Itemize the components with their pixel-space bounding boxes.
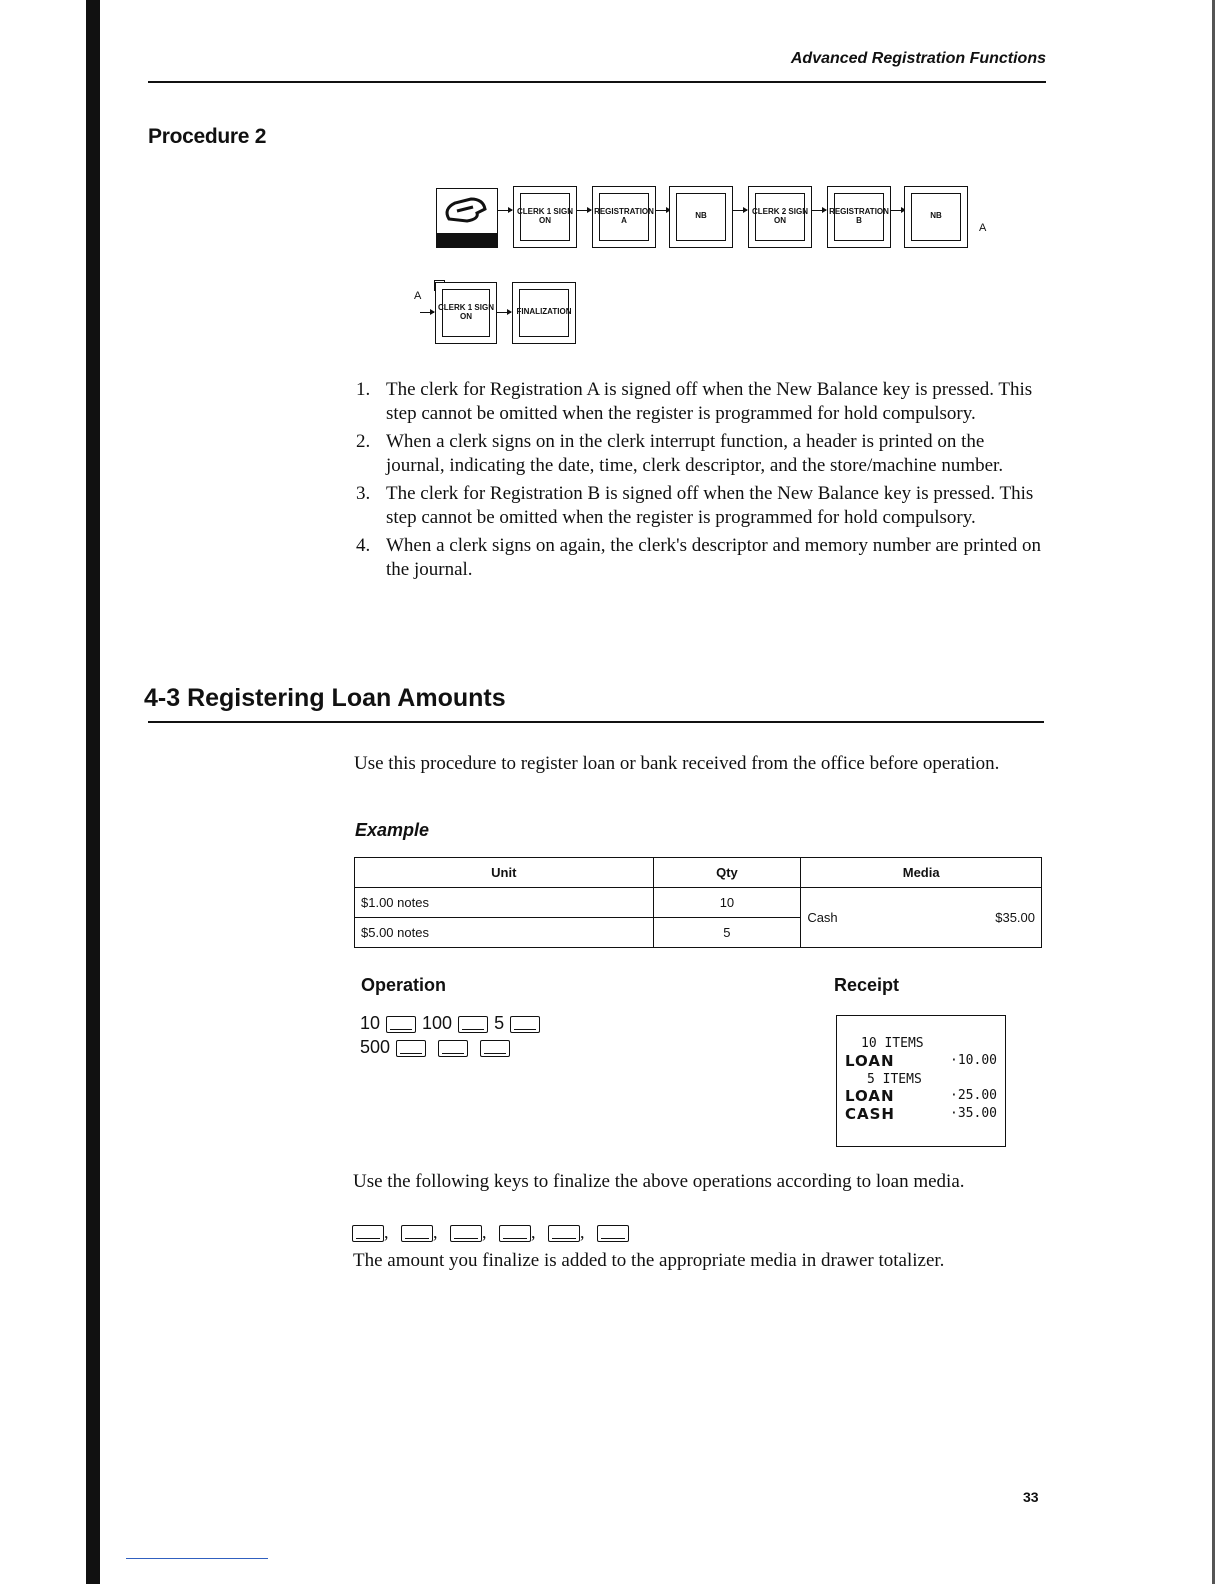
flow-box-registration-b: REGISTRATION B — [827, 186, 891, 248]
section-rule — [148, 721, 1044, 723]
col-header-unit: Unit — [355, 858, 654, 888]
example-table — [354, 857, 1042, 948]
flow-box-clerk2-sign-on: CLERK 2 SIGN ON — [748, 186, 812, 248]
flow-box-clerk1-sign-on: CLERK 1 SIGN ON — [513, 186, 577, 248]
flow-box-nb-1: NB — [669, 186, 733, 248]
cell-qty: 10 — [653, 888, 801, 918]
col-header-media: Media — [801, 858, 1042, 888]
note-item: 3. The clerk for Registration B is signed off when the New Balance key is pressed. This step cannot be omitted when the register is programmed for hold compulsory. — [356, 483, 1034, 528]
mode-key-icon — [436, 188, 498, 248]
footer-line — [126, 1558, 268, 1559]
procedure-notes — [356, 378, 1046, 586]
procedure-title: Procedure 2 — [148, 125, 267, 148]
operation-line-1: 10 100 5 — [360, 1013, 546, 1034]
receipt — [836, 1015, 1006, 1147]
totals-text: The amount you finalize is added to the appropriate media in drawer totalizer. — [353, 1250, 945, 1271]
header-rule — [148, 81, 1046, 83]
receipt-label: Receipt — [834, 975, 900, 995]
scan-edge-right — [1212, 0, 1215, 1584]
col-header-qty: Qty — [653, 858, 801, 888]
cell-unit: $1.00 notes — [355, 888, 654, 918]
subtotal-key-icon — [438, 1040, 468, 1057]
cell-unit: $5.00 notes — [355, 918, 654, 948]
loan-key-icon — [396, 1040, 426, 1057]
receipt-line: 5 ITEMS — [867, 1072, 922, 1087]
loan-key-icon — [458, 1016, 488, 1033]
flow-box-nb-2: NB — [904, 186, 968, 248]
charge-key-icon — [450, 1225, 482, 1242]
scan-edge-left — [86, 0, 100, 1584]
key-lock-icon — [437, 189, 496, 233]
section-title: 4-3 Registering Loan Amounts — [144, 684, 506, 712]
credit-key-icon — [499, 1225, 531, 1242]
finalize-text: Use the following keys to finalize the above operations according to loan media. — [353, 1171, 965, 1192]
cash-tend-key-icon — [480, 1040, 510, 1057]
receipt-line: LOAN ·10.00 — [845, 1052, 997, 1070]
flow-box-finalization: FINALIZATION — [512, 282, 576, 344]
multiply-key-icon — [386, 1016, 416, 1033]
example-label: Example — [355, 820, 430, 840]
connector-a-out: A — [979, 222, 987, 234]
operation-line-2: 500 — [360, 1037, 516, 1058]
receipt-line: CASH ·35.00 — [845, 1105, 997, 1123]
finalize-keys: , , , , , — [352, 1222, 629, 1243]
table-row — [355, 888, 1042, 918]
cell-media — [801, 888, 1042, 948]
cell-qty: 5 — [653, 918, 801, 948]
note-item: 4. When a clerk signs on again, the clerk's descriptor and memory number are printed on the journal. — [356, 535, 1042, 580]
flow-box-registration-a: REGISTRATION A — [592, 186, 656, 248]
cash-tend-key-icon — [352, 1225, 384, 1242]
running-header: Advanced Registration Functions — [790, 50, 1046, 67]
note-item: 1. The clerk for Registration A is signed off when the New Balance key is pressed. This step cannot be omitted when the register is programmed for hold compulsory. — [356, 379, 1033, 424]
receipt-line: LOAN ·25.00 — [845, 1087, 997, 1105]
amount-tend-key-icon — [597, 1225, 629, 1242]
operation-label: Operation — [361, 975, 447, 995]
receipt-line: 10 ITEMS — [861, 1036, 924, 1051]
check-tend-key-icon — [401, 1225, 433, 1242]
connector-a-in: A — [414, 290, 422, 302]
misc-tend-key-icon — [548, 1225, 580, 1242]
section-intro: Use this procedure to register loan or bank received from the office before operation. — [354, 753, 1000, 774]
page-number: 33 — [1023, 1489, 1039, 1505]
multiply-key-icon — [510, 1016, 540, 1033]
media-name: Cash — [807, 910, 838, 925]
table-header-row — [355, 858, 1042, 888]
flow-box-clerk1-sign-on-2: CLERK 1 SIGN ON — [435, 282, 497, 344]
media-amount: $35.00 — [995, 910, 1035, 925]
note-item: 2. When a clerk signs on in the clerk interrupt function, a header is printed on the journal, indicating the date, time, clerk descriptor, and the store/machine number. — [356, 431, 1004, 476]
